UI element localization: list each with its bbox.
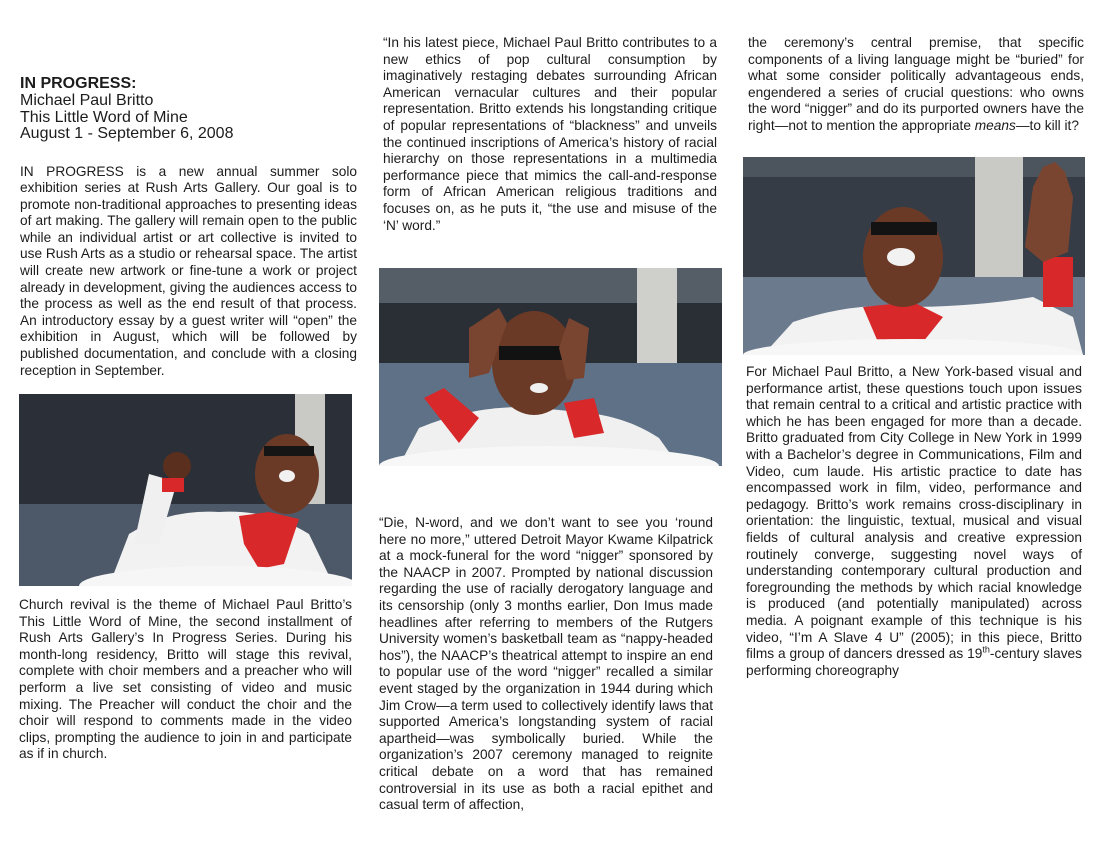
work-title: This Little Word of Mine [20,108,188,126]
superscript-th: th [982,644,990,655]
photo-preacher-clapping [379,268,722,466]
artist-name: Michael Paul Britto [20,92,154,109]
column-2 [383,35,717,234]
column-3-bottom [746,364,1082,679]
funeral-paragraph: “Die, N-word, and we don’t want to see you ‘round here no more,” uttered Detroit Mayor Kwame Kilpatrick at a mock-funeral for the word “nigger” sponsored by the NAACP in 2007. Prompted by national discussion regarding the use of racially derogatory language and its censorship (only 3 months earlier, Don Imus made headlines after referring to members of the Rutgers University women’s basketball team as “nappy-headed hos”), the NAACP’s theatrical attempt to inspire an end to popular use of the word “nigger” recalled a similar event staged by the organization in 1944 during which Jim Crow—a term used to collectively identify laws that supported America’s longstanding system of racial apartheid—was symbolically buried. While the organization’s 2007 ceremony managed to reignite critical debate on a word that has remained controversial in its use as both a racial epithet and casual term of affection, [379,515,713,813]
ceremony-text-end: —to kill it? [1015,117,1079,133]
photo-preacher-singing-hand-raised [743,157,1085,355]
exhibition-dates: August 1 - September 6, 2008 [20,125,234,142]
biography-text: For Michael Paul Britto, a New York-based visual and performance artist, these questions touch upon issues that remain central to a critical and artistic practice with which he has been engaged for more than a decade. Britto graduated from City College in New York in 1999 with a Bachelor’s degree in Communications, Film and Video, cum laude. His artistic practice to date has encompassed work in film, video, performance and pedagogy. Britto’s work remains cross-disciplinary in orientation: the linguistic, textual, musical and visual fields of cultural analysis and creative expression routinely converge, suggesting novel ways of understanding contemporary cultural production and foregrounding the methods by which racial knowledge is produced (and potentially manipulated) across media. A poignant example of this technique is his video, “I’m A Slave 4 U” (2005); in this piece, Britto films a group of dancers dressed as 19 [746,364,1082,662]
biography-text-end: -century slaves performing choreography [746,646,1083,678]
column-2-bottom [379,515,713,814]
ceremony-text-start: the ceremony’s central premise, that specific components of a living language might be “buried” for what some consider politically advantageous ends, engendered a series of crucial questions: who owns the word “nigger” and do its purported owners have the right—not to mention the appropriate [748,35,1084,133]
emphasis-means: means [974,117,1016,133]
column-1 [20,75,357,379]
ceremony-paragraph [748,35,1084,135]
intro-paragraph: IN PROGRESS is a new annual summer solo exhibition series at Rush Arts Gallery. Our goal is to promote non-traditional approaches to presenting ideas of art making. The gallery will remain open to the public while an individual artist or art collective is invited to use Rush Arts as a studio or rehearsal space. The artist will create new artwork or fine-tune a work or project already in development, giving the audiences access to the process as well as the end result of that process. An introductory essay by a guest writer will “open” the exhibition in August, which will be followed by published documentation, and conclude with a closing reception in September. [20,163,357,378]
revival-paragraph: Church revival is the theme of Michael Paul Britto’s This Little Word of Mine, the second installment of Rush Arts Gallery’s In Progress Series. During his month-long residency, Britto will stage this revival, complete with choir members and a preacher who will perform a live set consisting of video and music mixing. The Preacher will conduct the choir and the choir will respond to comments made in the video clips, prompting the audience to join in and participate as if in church. [19,597,352,762]
photo-preacher-fist-raised [19,394,352,586]
quote-paragraph: “In his latest piece, Michael Paul Britto contributes to a new ethics of pop cultural consumption by imaginatively restaging debates surrounding African American vernacular cultures and their popular representation. Britto extends his longstanding critique of popular representations of “blackness” and unveils the continued inscriptions of America’s history of racial hierarchy on those representations in a multimedia performance piece that mimics the call-and-response form of African American religious traditions and focuses on, as he puts it, “the use and misuse of the ‘N’ word.” [383,35,717,233]
series-title: IN PROGRESS: [20,75,137,92]
biography-paragraph [746,364,1082,679]
header-block [20,75,357,143]
column-3 [748,35,1084,135]
column-1-bottom [19,597,352,763]
